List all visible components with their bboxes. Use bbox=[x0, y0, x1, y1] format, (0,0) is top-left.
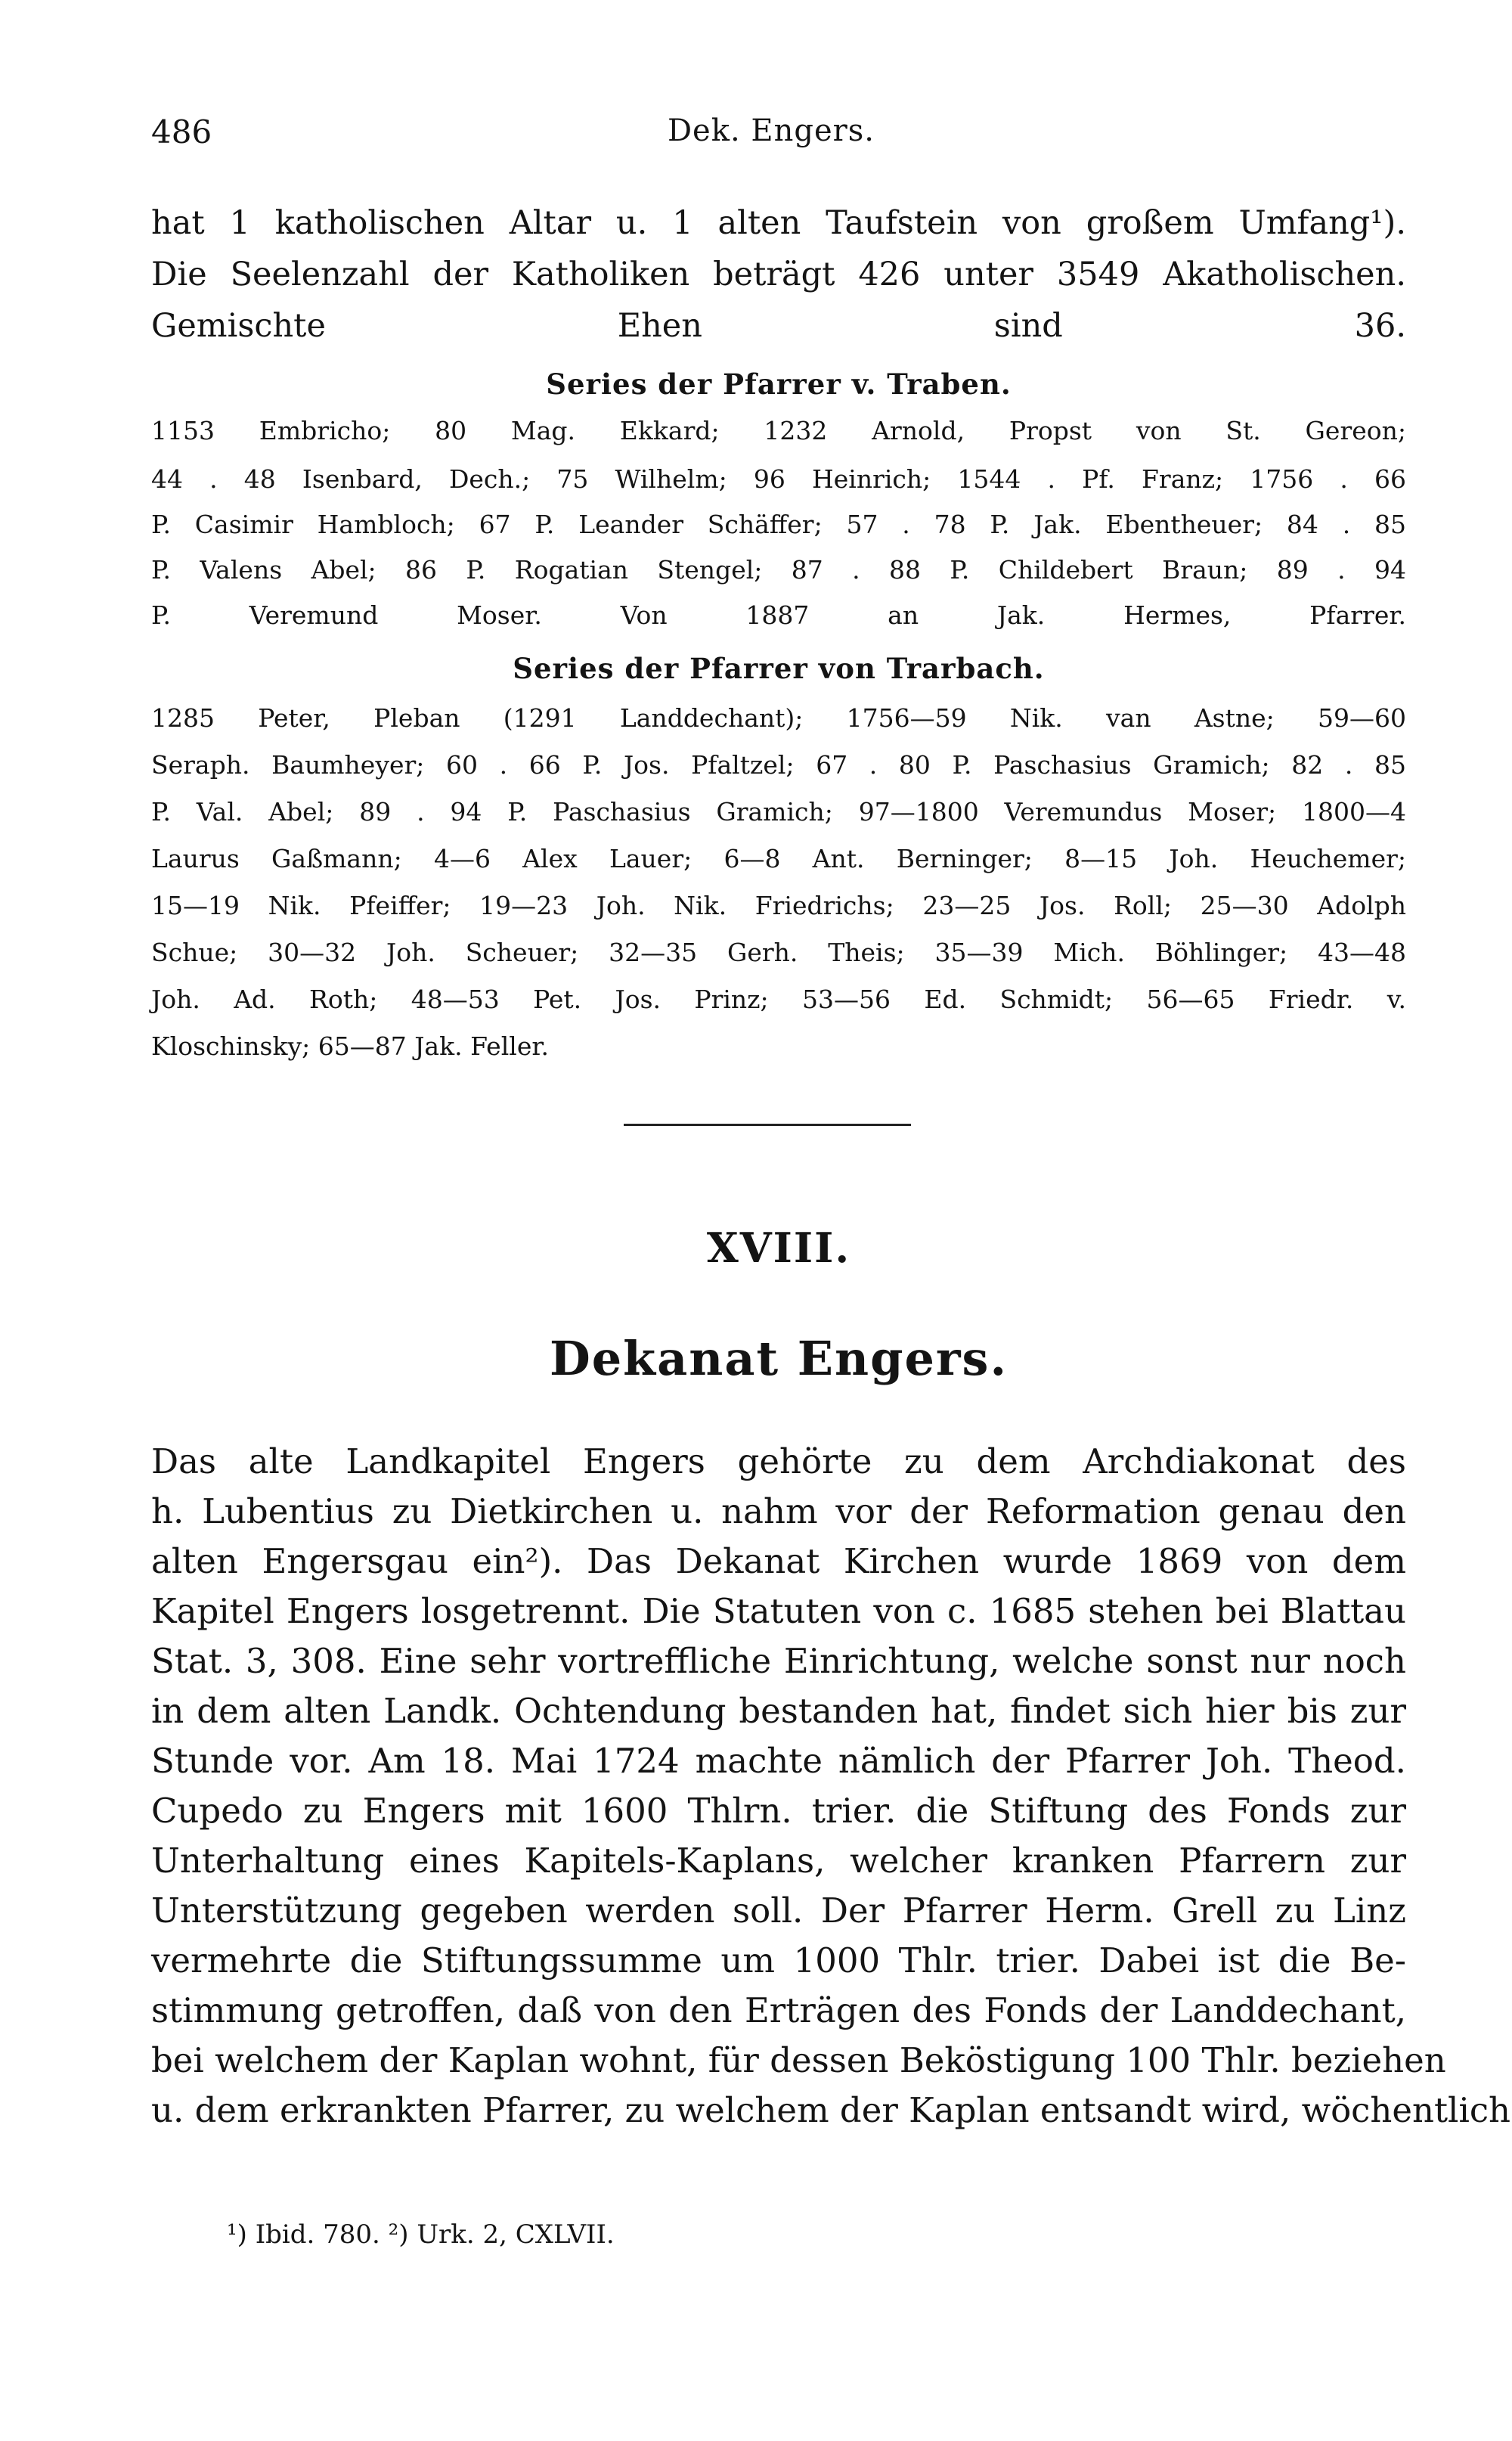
footnotes: ¹) Ibid. 780. ²) Urk. 2, CXLVII. bbox=[227, 2219, 615, 2250]
running-head bbox=[151, 113, 1391, 159]
paragraph-line: Cupedo zu Engers mit 1600 Thlrn. trier. die Stiftung des Fonds zur bbox=[151, 1791, 1406, 1831]
series-heading-trarbach: Series der Pfarrer von Trarbach. bbox=[513, 652, 1045, 685]
list-line: P. Veremund Moser. Von 1887 an Jak. Hermes, Pfarrer. bbox=[151, 600, 1406, 630]
paragraph-line: Unterstützung gegeben werden soll. Der Pfarrer Herm. Grell zu Linz bbox=[151, 1890, 1406, 1931]
list-line: Schue; 30—32 Joh. Scheuer; 32—35 Gerh. Theis; 35—39 Mich. Böhlinger; 43—48 bbox=[151, 938, 1406, 967]
list-line: P. Val. Abel; 89 . 94 P. Paschasius Gramich; 97—1800 Veremundus Moser; 1800—4 bbox=[151, 797, 1406, 827]
paragraph-line: bei welchem der Kaplan wohnt, für dessen Beköstigung 100 Thlr. beziehen bbox=[151, 2040, 1446, 2080]
list-line: 1285 Peter, Pleban (1291 Landdechant); 1756—59 Nik. van Astne; 59—60 bbox=[151, 703, 1406, 733]
paragraph-line: h. Lubentius zu Dietkirchen u. nahm vor der Reformation genau den bbox=[151, 1491, 1406, 1531]
paragraph-line: vermehrte die Stiftungssumme um 1000 Thlr. trier. Dabei ist die Be- bbox=[151, 1940, 1406, 1980]
running-title: Dek. Engers. bbox=[667, 113, 875, 148]
series-heading-traben: Series der Pfarrer v. Traben. bbox=[546, 368, 1012, 401]
section-title: Dekanat Engers. bbox=[549, 1331, 1009, 1386]
paragraph-line: stimmung getroffen, daß von den Erträgen des Fonds der Landdechant, bbox=[151, 1990, 1406, 2030]
text-line: Gemischte Ehen sind 36. bbox=[151, 307, 1406, 345]
text-line: hat 1 katholischen Altar u. 1 alten Taufstein von großem Umfang¹). bbox=[151, 204, 1406, 242]
section-number: XVIII. bbox=[706, 1224, 851, 1272]
list-line: Joh. Ad. Roth; 48—53 Pet. Jos. Prinz; 53—56 Ed. Schmidt; 56—65 Friedr. v. bbox=[151, 985, 1406, 1014]
paragraph-line: alten Engersgau ein²). Das Dekanat Kirchen wurde 1869 von dem bbox=[151, 1541, 1406, 1581]
list-line: Kloschinsky; 65—87 Jak. Feller. bbox=[151, 1031, 549, 1061]
paragraph-line: Das alte Landkapitel Engers gehörte zu dem Archdiakonat des bbox=[151, 1441, 1406, 1481]
list-line: Seraph. Baumheyer; 60 . 66 P. Jos. Pfaltzel; 67 . 80 P. Paschasius Gramich; 82 . 85 bbox=[151, 750, 1406, 780]
text-line: Die Seelenzahl der Katholiken beträgt 426 unter 3549 Akatholischen. bbox=[151, 256, 1406, 293]
list-line: 44 . 48 Isenbard, Dech.; 75 Wilhelm; 96 Heinrich; 1544 . Pf. Franz; 1756 . 66 bbox=[151, 464, 1406, 494]
paragraph-line: in dem alten Landk. Ochtendung bestanden hat, findet sich hier bis zur bbox=[151, 1691, 1406, 1731]
paragraph-line: Stunde vor. Am 18. Mai 1724 machte nämlich der Pfarrer Joh. Theod. bbox=[151, 1741, 1406, 1781]
paragraph-line: Kapitel Engers losgetrennt. Die Statuten von c. 1685 stehen bei Blattau bbox=[151, 1591, 1406, 1631]
paragraph-line: u. dem erkrankten Pfarrer, zu welchem der Kaplan entsandt wird, wöchentlich bbox=[151, 2090, 1511, 2130]
list-line: Laurus Gaßmann; 4—6 Alex Lauer; 6—8 Ant. Berninger; 8—15 Joh. Heuchemer; bbox=[151, 844, 1406, 873]
list-line: P. Casimir Hambloch; 67 P. Leander Schäffer; 57 . 78 P. Jak. Ebentheuer; 84 . 85 bbox=[151, 510, 1406, 539]
paragraph-line: Unterhaltung eines Kapitels-Kaplans, welcher kranken Pfarrern zur bbox=[151, 1841, 1406, 1881]
list-line: 1153 Embricho; 80 Mag. Ekkard; 1232 Arnold, Propst von St. Gereon; bbox=[151, 416, 1406, 445]
page-number: 486 bbox=[151, 113, 212, 150]
section-divider bbox=[624, 1124, 911, 1126]
list-line: 15—19 Nik. Pfeiffer; 19—23 Joh. Nik. Friedrichs; 23—25 Jos. Roll; 25—30 Adolph bbox=[151, 891, 1406, 920]
list-line: P. Valens Abel; 86 P. Rogatian Stengel; 87 . 88 P. Childebert Braun; 89 . 94 bbox=[151, 555, 1406, 585]
paragraph-line: Stat. 3, 308. Eine sehr vortreffliche Einrichtung, welche sonst nur noch bbox=[151, 1641, 1406, 1681]
